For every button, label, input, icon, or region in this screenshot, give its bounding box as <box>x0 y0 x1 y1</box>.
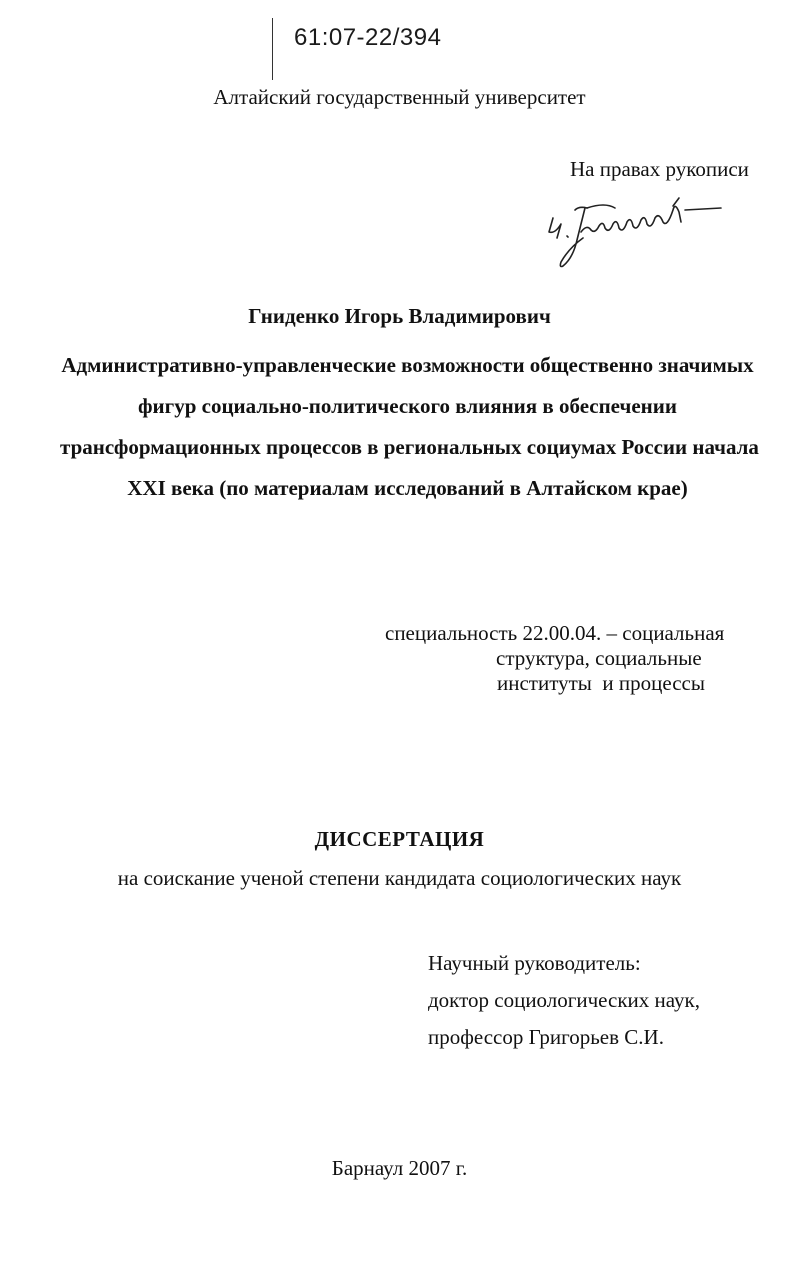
catalog-number: 61:07-22/394 <box>294 24 442 51</box>
handwritten-signature <box>545 188 725 272</box>
supervisor-name: профессор Григорьев С.И. <box>428 1025 664 1049</box>
city-year: Барнаул 2007 г. <box>331 1156 468 1180</box>
manuscript-note: На правах рукописи <box>570 157 749 181</box>
degree-line: на соискание ученой степени кандидата социологических наук <box>117 866 682 890</box>
author-name: Гниденко Игорь Владимирович <box>248 304 551 328</box>
supervisor-degree: доктор социологических наук, <box>428 988 700 1012</box>
title-line: Административно-управленческие возможности общественно значимых <box>61 353 754 377</box>
document-type: ДИССЕРТАЦИЯ <box>314 827 485 851</box>
dissertation-title <box>60 345 759 509</box>
title-line: трансформационных процессов в региональных социумах России начала <box>60 435 759 459</box>
specialty-line: специальность 22.00.04. – социальная <box>385 621 725 645</box>
margin-line <box>272 18 273 80</box>
specialty-line: структура, социальные <box>496 646 702 670</box>
university-name: Алтайский государственный университет <box>213 85 586 109</box>
specialty-line: институты и процессы <box>497 671 705 695</box>
supervisor-heading: Научный руководитель: <box>428 951 641 975</box>
title-line: фигур социально-политического влияния в обеспечении <box>138 394 677 418</box>
title-line: XXI века (по материалам исследований в Алтайском крае) <box>127 476 688 500</box>
